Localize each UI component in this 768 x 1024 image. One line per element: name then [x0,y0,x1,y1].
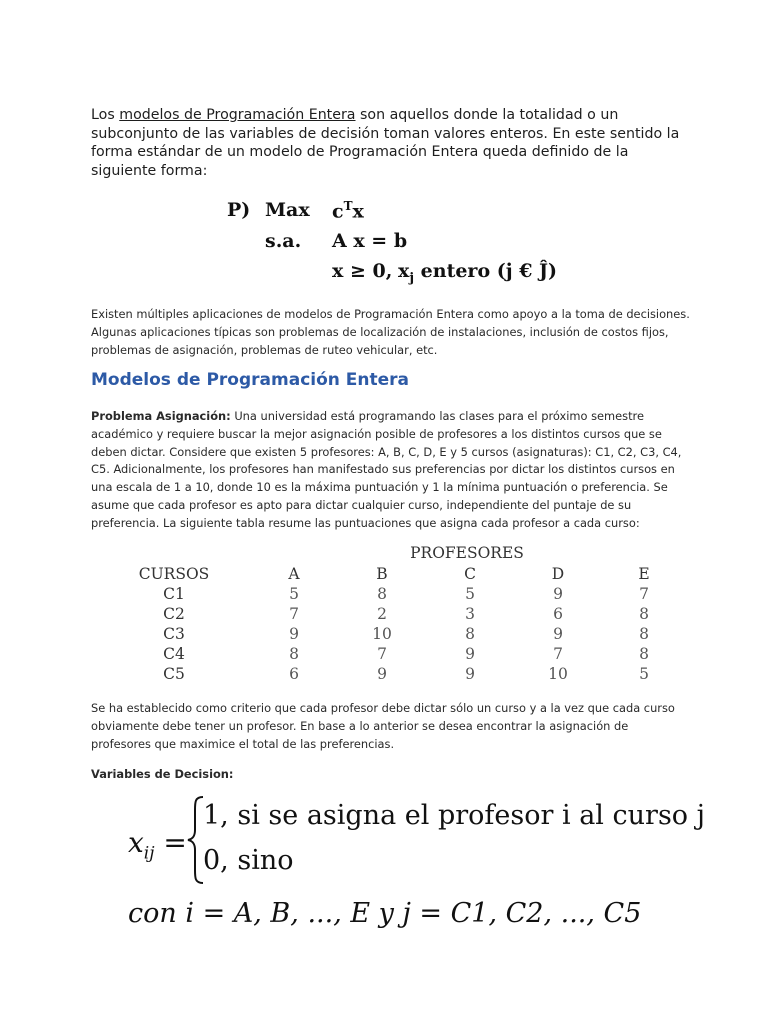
table-cell: 10 [372,625,392,643]
section-heading: Modelos de Programación Entera [91,370,410,390]
table-cell: 8 [639,605,649,623]
table-cell: 5 [639,665,649,683]
criterion-paragraph: Se ha establecido como criterio que cada profesor debe dictar sólo un curso y a la vez que cada curso obviamente debe tener un profesor. En base a lo anterior se desea encontrar la asignación de profesores que maximice el total de las preferencias. [91,701,675,751]
xij-lhs: $x_{ij}$ = [128,826,187,864]
table-cell: 5 [465,585,475,603]
table-cell: 7 [553,645,563,663]
table-course-cell: C1 [163,585,185,603]
formula-label: P) [227,199,251,221]
table-col-header: E [638,565,650,583]
table-cell: 8 [377,585,387,603]
variables-label: Variables de Decision: [91,767,234,781]
table-cell: 8 [639,625,649,643]
index-domain: con i = A, B, ..., E y j = C1, C2, ..., C5 [128,898,642,929]
formula-objective: $c^Tx$ [332,199,364,223]
case-otherwise: 0, sino [203,845,294,876]
table-cell: 6 [553,605,563,623]
table-cell: 7 [289,605,299,623]
table-cell: 10 [548,665,568,683]
table-cell: 9 [289,625,299,643]
table-cell: 9 [377,665,387,683]
table-col-header: C [464,565,476,583]
formula-nonneg: x ≥ 0, [332,260,393,282]
table-cell: 9 [465,645,475,663]
table-cell: 6 [289,665,299,683]
table-course-cell: C5 [163,665,185,683]
formula-integer: $x_j$ entero (j € Ĵ) [398,260,558,286]
table-course-cell: C2 [163,605,185,623]
table-cell: 3 [465,605,475,623]
formula-sa: s.a. [265,230,302,252]
integer-programming-link[interactable]: modelos de Programación Entera [119,107,356,123]
table-course-cell: C4 [163,645,185,663]
applications-paragraph: Existen múltiples aplicaciones de modelos de Programación Entera como apoyo a la toma de decisiones. Algunas aplicaciones típicas son problemas de localización de instalaciones, inclusión de costos fijos, problemas de asignación, problemas de ruteo vehicular, etc. [91,307,690,357]
case-assigned: 1, si se asigna el profesor i al curso j [203,800,706,831]
table-cell: 2 [377,605,387,623]
table-cell: 5 [289,585,299,603]
table-col-header: D [551,565,565,583]
table-cell: 8 [289,645,299,663]
formula-max: Max [265,199,310,221]
table-col-header: A [288,565,300,583]
table-cell: 9 [465,665,475,683]
assignment-text: Una universidad está programando las clases para el próximo semestre académico y requiere buscar la mejor asignación posible de profesores a los distintos cursos que se deben dictar. Considere que existen 5 profesores: A, B, C, D, E y 5 cursos (asignaturas): C1, C2, C3, C4, C5. Adicionalmente, los profesores han manifestado sus preferencias por dictar los distintos cursos en una escala de 1 a 10, donde 10 es la máxima puntuación y 1 la mínima puntuación o preferencia. Se asume que cada profesor es apto para dictar cualquier curso, independiente del puntaje de su preferencia. La siguiente tabla resume las puntuaciones que asigna cada profesor a cada curso: [91,409,682,530]
intro-rest: son aquellos donde la totalidad o un subconjunto de las variables de decisión toman valores enteros. En este sentido la forma estándar de un modelo de Programación Entera queda definido de la siguiente forma: [91,107,680,179]
table-cell: 7 [639,585,649,603]
table-col-header: B [376,565,388,583]
table-group-header: PROFESORES [410,544,524,562]
table-row-header: CURSOS [138,565,210,583]
intro-prefix: Los [91,107,120,123]
table-cell: 8 [639,645,649,663]
table-cell: 8 [465,625,475,643]
table-cell: 9 [553,625,563,643]
table-cell: 7 [377,645,387,663]
table-course-cell: C3 [163,625,185,643]
table-cell: 9 [553,585,563,603]
assignment-label: Problema Asignación: [91,409,231,423]
formula-constraint: A x = b [332,230,408,252]
